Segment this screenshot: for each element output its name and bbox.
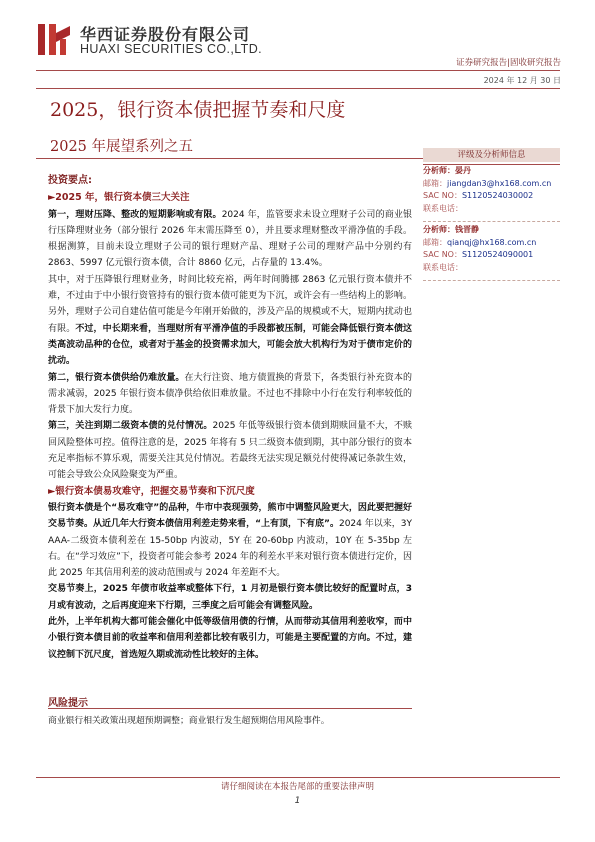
report-date: 2024 年 12 月 30 日 — [483, 76, 561, 85]
paragraph-7: 此外，上半年机构大都可能会催化中低等级信用债的行情，从而带动其信用利差收窄，而中小银行资本债目前的收益率和信用利差都比较有吸引力，可能是主要配置的方向。不过，建议控制下沉尺度，首选短久期或流动性比较好的主体。 — [48, 617, 412, 660]
report-title: 2025，银行资本债把握节奏和尺度 — [50, 99, 346, 121]
paragraph-5-text: 2024 年以来，3Y AAA-二级资本债利差在 15-50bp 内波动，5Y 在 20-60bp 内波动，10Y 在 5-35bp 左右。在“学习效应”下，投资者可能会参考 2024 年的利差水平来对银行资本债进行定价，因此 2025 年其信用利差的波动范围或与 2024 年差距不大。 — [48, 519, 412, 579]
section-heading-1: ►2025 年，银行资本债三大关注 — [48, 192, 190, 204]
sidebar-heading: 评级及分析师信息 — [423, 148, 560, 162]
paragraph-5-bold: 银行资本债是个“易攻难守”的品种，牛市中表现强势，熊市中调整风险更大，因此要把握好交易节奏。从近几年大行资本债信用利差走势来看，“上有顶，下有底”。 — [48, 502, 412, 530]
phone-label: 联系电话： — [423, 203, 463, 213]
paragraph-2-text: 其中，对于压降银行理财业务，时间比较充裕，两年时间腾挪 2863 亿元银行资本债并不难，不过由于中小银行资管持有的银行资本债可能更为下沉，或许会有一些结构上的影响。另外，理财子公司自建估值可能是今年刚开始做的，涉及产品的规模或不大，短期内扰动也有限。 — [48, 274, 412, 334]
email-label: 邮箱： — [423, 237, 447, 247]
header-divider — [36, 70, 560, 71]
footer-divider — [36, 777, 560, 778]
paragraph-3-lead: 第二，银行资本债供给仍难放量。 — [48, 372, 185, 383]
paragraph-3 — [48, 370, 412, 419]
risk-heading: 风险提示 — [48, 698, 88, 709]
report-type-tags: 证券研究报告|固收研究报告 — [456, 58, 561, 68]
analyst-card-2 — [423, 224, 536, 274]
paragraph-4-text: 2025 年低等级银行资本债到期赎回量不大，不赎回风险整体可控。值得注意的是，2025 年将有 5 只二级资本债到期，其中部分银行的资本充足率指标不算乐观，需要关注其兑付情况。若最终无法实现足额兑付使得减记条款生效，可能会导致公众风险聚变为严重。 — [48, 421, 412, 481]
paragraph-4-lead: 第三，关注到期二级资本债的兑付情况。 — [48, 421, 213, 432]
brand-name-cn: 华西证券股份有限公司 — [80, 25, 251, 44]
phone-label: 联系电话： — [423, 262, 463, 272]
risk-divider — [48, 708, 412, 709]
huaxi-logo-icon — [36, 21, 72, 57]
analyst-card-1 — [423, 165, 551, 215]
paragraph-1 — [48, 207, 412, 272]
analyst-name: 分析师：晏丹 — [423, 166, 471, 175]
paragraph-2 — [48, 272, 412, 370]
main-content — [48, 173, 412, 663]
paragraph-5 — [48, 500, 412, 581]
paragraph-4 — [48, 418, 412, 483]
report-subtitle: 2025 年展望系列之五 — [50, 139, 194, 155]
investment-highlights-heading: 投资要点: — [48, 175, 92, 186]
sac-label: SAC NO： — [423, 250, 462, 260]
paragraph-1-lead: 第一，理财压降、整改的短期影响或有限。 — [48, 209, 222, 220]
section-heading-2: ►银行资本债易攻难守，把握交易节奏和下沉尺度 — [48, 485, 255, 497]
sac-label: SAC NO： — [423, 191, 462, 201]
page-number: 1 — [294, 796, 301, 806]
analyst-sac: S1120524030002 — [461, 191, 534, 201]
legal-disclaimer-link[interactable]: 请仔细阅读在本报告尾部的重要法律声明 — [220, 782, 374, 792]
date-divider — [36, 88, 560, 89]
analyst-name: 分析师：钱晋静 — [423, 225, 479, 234]
paragraph-3-text: 在大行注资、地方债置换的背景下，各类银行补充资本的需求减弱，2025 年银行资本债净供给依旧难放量。不过也不排除中小行在发行利率较低的背景下加大发行力度。 — [48, 372, 412, 416]
analyst-divider — [423, 280, 560, 281]
paragraph-2-bold: 不过，中长期来看，当理财所有平滑净值的手段都被压制，可能会降低银行资本债这类高波动品种的仓位，或者对于基金的投资需求加大，可能会放大机构行为对于债市定价的扰动。 — [48, 323, 412, 367]
analyst-email[interactable]: jiangdan3@hx168.com.cn — [447, 178, 552, 188]
paragraph-1-text: 2024 年，监管要求未设立理财子公司的商业银行压降理财业务（部分银行 2026 年末需压降至 0），并且要求理财整改平滑净值的手段。根据测算，目前未设立理财子公司的银行理财产品、理财子公司的理财产品中分别约有 2863、5997 亿元银行资本债，合计 8860 亿元，占存量的 13.4%。 — [48, 209, 412, 269]
analyst-sac: S1120524090001 — [461, 250, 534, 260]
risk-text: 商业银行相关政策出现超预期调整；商业银行发生超预期信用风险事件。 — [48, 716, 330, 726]
analyst-email[interactable]: qianqj@hx168.com.cn — [447, 237, 537, 247]
email-label: 邮箱： — [423, 178, 447, 188]
paragraph-6: 交易节奏上，2025 年债市收益率或整体下行，1 月初是银行资本债比较好的配置时点，3 月或有波动，之后再度迎来下行期，三季度之后可能会有调整风险。 — [48, 584, 412, 611]
brand-name-en: HUAXI SECURITIES CO.,LTD. — [80, 42, 263, 56]
analyst-divider — [423, 221, 560, 222]
